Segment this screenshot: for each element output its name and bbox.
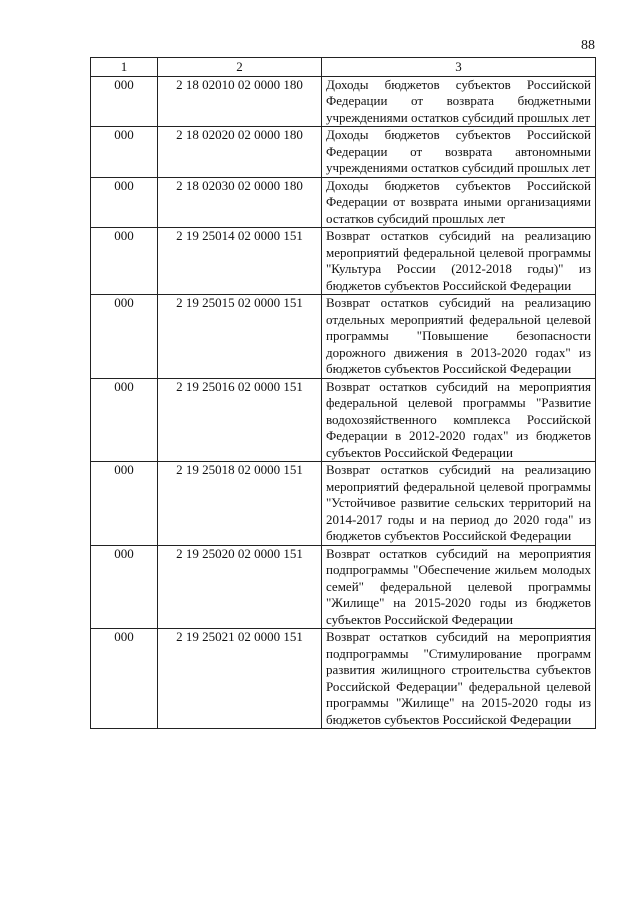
budget-classification-table bbox=[90, 57, 596, 729]
table-row bbox=[91, 295, 596, 379]
table-row bbox=[91, 629, 596, 729]
income-name-cell: Возврат остатков субсидий на мероприятия подпрограммы "Стимулирование программ развития жилищного строительства субъектов Российской Федерации" федеральной целевой программы "Жилище" на 2015-2020 годы из бюджетов субъектов Российской Федерации bbox=[322, 629, 596, 729]
budget-code-cell: 2 19 25018 02 0000 151 bbox=[158, 462, 322, 546]
table-row bbox=[91, 177, 596, 228]
budget-code-cell: 2 18 02010 02 0000 180 bbox=[158, 76, 322, 127]
admin-code-cell: 000 bbox=[91, 462, 158, 546]
income-name-cell: Возврат остатков субсидий на реализацию мероприятий федеральной целевой программы "Культура России (2012-2018 годы)" из бюджетов субъектов Российской Федерации bbox=[322, 228, 596, 295]
budget-code-cell: 2 18 02020 02 0000 180 bbox=[158, 127, 322, 178]
income-name-cell: Доходы бюджетов субъектов Российской Федерации от возврата бюджетными учреждениями остатков субсидий прошлых лет bbox=[322, 76, 596, 127]
budget-code-cell: 2 19 25015 02 0000 151 bbox=[158, 295, 322, 379]
table-row bbox=[91, 76, 596, 127]
table-header-row bbox=[91, 58, 596, 77]
admin-code-cell: 000 bbox=[91, 177, 158, 228]
admin-code-cell: 000 bbox=[91, 378, 158, 462]
admin-code-cell: 000 bbox=[91, 127, 158, 178]
table-row bbox=[91, 545, 596, 629]
table-row bbox=[91, 378, 596, 462]
budget-code-cell: 2 19 25020 02 0000 151 bbox=[158, 545, 322, 629]
budget-code-cell: 2 19 25021 02 0000 151 bbox=[158, 629, 322, 729]
column-header-3: 3 bbox=[322, 58, 596, 77]
column-header-1: 1 bbox=[91, 58, 158, 77]
admin-code-cell: 000 bbox=[91, 76, 158, 127]
admin-code-cell: 000 bbox=[91, 545, 158, 629]
table-row bbox=[91, 127, 596, 178]
admin-code-cell: 000 bbox=[91, 629, 158, 729]
page-number: 88 bbox=[581, 38, 595, 53]
column-header-2: 2 bbox=[158, 58, 322, 77]
budget-code-cell: 2 19 25016 02 0000 151 bbox=[158, 378, 322, 462]
budget-code-cell: 2 18 02030 02 0000 180 bbox=[158, 177, 322, 228]
income-name-cell: Возврат остатков субсидий на реализацию мероприятий федеральной целевой программы "Устойчивое развитие сельских территорий на 2014-2017 годы и на период до 2020 года" из бюджетов субъектов Российской Федерации bbox=[322, 462, 596, 546]
table-row bbox=[91, 462, 596, 546]
table-row bbox=[91, 228, 596, 295]
budget-code-cell: 2 19 25014 02 0000 151 bbox=[158, 228, 322, 295]
admin-code-cell: 000 bbox=[91, 228, 158, 295]
income-name-cell: Доходы бюджетов субъектов Российской Федерации от возврата автономными учреждениями остатков субсидий прошлых лет bbox=[322, 127, 596, 178]
admin-code-cell: 000 bbox=[91, 295, 158, 379]
income-name-cell: Доходы бюджетов субъектов Российской Федерации от возврата иными организациями остатков субсидий прошлых лет bbox=[322, 177, 596, 228]
income-name-cell: Возврат остатков субсидий на мероприятия федеральной целевой программы "Развитие водохозяйственного комплекса Российской Федерации в 2012-2020 годах" из бюджетов субъектов Российской Федерации bbox=[322, 378, 596, 462]
income-name-cell: Возврат остатков субсидий на реализацию отдельных мероприятий федеральной целевой программы "Повышение безопасности дорожного движения в 2013-2020 годах" из бюджетов субъектов Российской Федерации bbox=[322, 295, 596, 379]
income-name-cell: Возврат остатков субсидий на мероприятия подпрограммы "Обеспечение жильем молодых семей" федеральной целевой программы "Жилище" на 2015-2020 годы из бюджетов субъектов Российской Федерации bbox=[322, 545, 596, 629]
